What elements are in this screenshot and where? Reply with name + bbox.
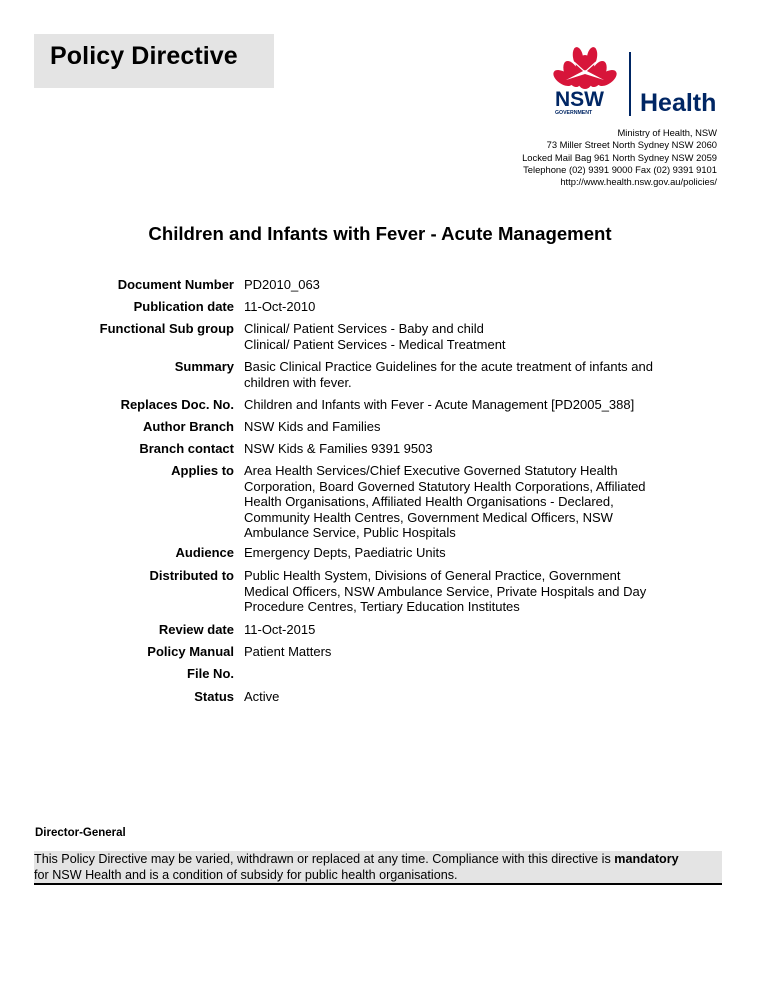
field-value: Patient Matters — [244, 644, 332, 659]
field-value: Active — [244, 689, 280, 704]
address-url[interactable]: http://www.health.nsw.gov.au/policies/ — [560, 176, 717, 188]
field-label: Status — [194, 689, 234, 704]
field-value: Public Health System, Divisions of General Practice, Government Medical Officers, NSW Ambulance Service, Private Hospitals and Day Procedure Centres, Tertiary Education Institutes — [244, 568, 647, 615]
field-publication-date — [0, 299, 714, 315]
field-value: Basic Clinical Practice Guidelines for the acute treatment of infants and children with fever. — [244, 359, 653, 390]
address-line: Telephone (02) 9391 9000 Fax (02) 9391 9101 — [523, 163, 717, 175]
compliance-notice — [34, 851, 722, 885]
field-value: 11-Oct-2015 — [244, 622, 316, 637]
signatory-label: Director-General — [35, 827, 126, 839]
field-label: Replaces Doc. No. — [120, 397, 234, 412]
logo-nsw-text: NSW — [555, 88, 604, 111]
field-label: File No. — [187, 666, 234, 681]
field-value: Emergency Depts, Paediatric Units — [244, 545, 446, 560]
field-applies-to — [0, 463, 714, 541]
field-label: Applies to — [171, 463, 234, 478]
logo-health-text: Health — [640, 89, 717, 117]
field-label: Summary — [174, 359, 234, 374]
field-label: Author Branch — [143, 419, 234, 434]
field-label: Audience — [175, 545, 234, 560]
field-value: Children and Infants with Fever - Acute Management [PD2005_388] — [244, 397, 635, 412]
address-line: 73 Miller Street North Sydney NSW 2060 — [546, 139, 717, 151]
field-label: Policy Manual — [147, 644, 234, 659]
field-value: Area Health Services/Chief Executive Governed Statutory Health Corporation, Board Governed Statutory Health Corporations, Affiliated Health Organisations, Affiliated Health Organisations - Declared, Community Health Centres, Government Medical Officers, NSW Ambulance Service, Public Hospitals — [244, 463, 646, 541]
field-document-number — [0, 277, 714, 293]
field-value — [244, 666, 714, 682]
nsw-health-logo — [552, 44, 722, 120]
field-file-no — [0, 666, 714, 682]
ministry-address — [522, 127, 717, 188]
compliance-notice-line-1: This Policy Directive may be varied, withdrawn or replaced at any time. Compliance with this directive is mandatory — [34, 852, 679, 866]
field-value: Clinical/ Patient Services - Baby and child Clinical/ Patient Services - Medical Treatment — [244, 321, 506, 352]
field-audience — [0, 545, 714, 561]
field-functional-sub-group — [0, 321, 714, 352]
field-author-branch — [0, 419, 714, 435]
field-value: PD2010_063 — [244, 277, 320, 292]
address-line: Locked Mail Bag 961 North Sydney NSW 2059 — [522, 151, 717, 163]
logo-divider — [629, 52, 631, 116]
page-title: Policy Directive — [50, 42, 238, 70]
field-summary — [0, 359, 714, 390]
field-label: Distributed to — [149, 568, 234, 583]
field-status — [0, 689, 714, 705]
field-label: Branch contact — [139, 441, 234, 456]
address-line: Ministry of Health, NSW — [617, 127, 717, 138]
mandatory-emphasis: mandatory — [614, 852, 679, 866]
field-label: Review date — [158, 622, 234, 637]
field-branch-contact — [0, 441, 714, 457]
field-value: 11-Oct-2010 — [244, 299, 316, 314]
field-review-date — [0, 622, 714, 638]
document-title: Children and Infants with Fever - Acute Management — [148, 223, 612, 244]
field-value: NSW Kids & Families 9391 9503 — [244, 441, 433, 456]
field-label: Publication date — [133, 299, 234, 314]
logo-government-text: GOVERNMENT — [555, 110, 593, 116]
field-value: NSW Kids and Families — [244, 419, 381, 434]
field-replaces-doc-no — [0, 397, 714, 413]
compliance-notice-line-2: for NSW Health and is a condition of subsidy for public health organisations. — [34, 867, 458, 882]
field-distributed-to — [0, 568, 714, 615]
waratah-flower-icon — [552, 46, 619, 89]
field-label: Functional Sub group — [99, 321, 234, 336]
field-policy-manual — [0, 644, 714, 660]
field-label: Document Number — [117, 277, 234, 292]
